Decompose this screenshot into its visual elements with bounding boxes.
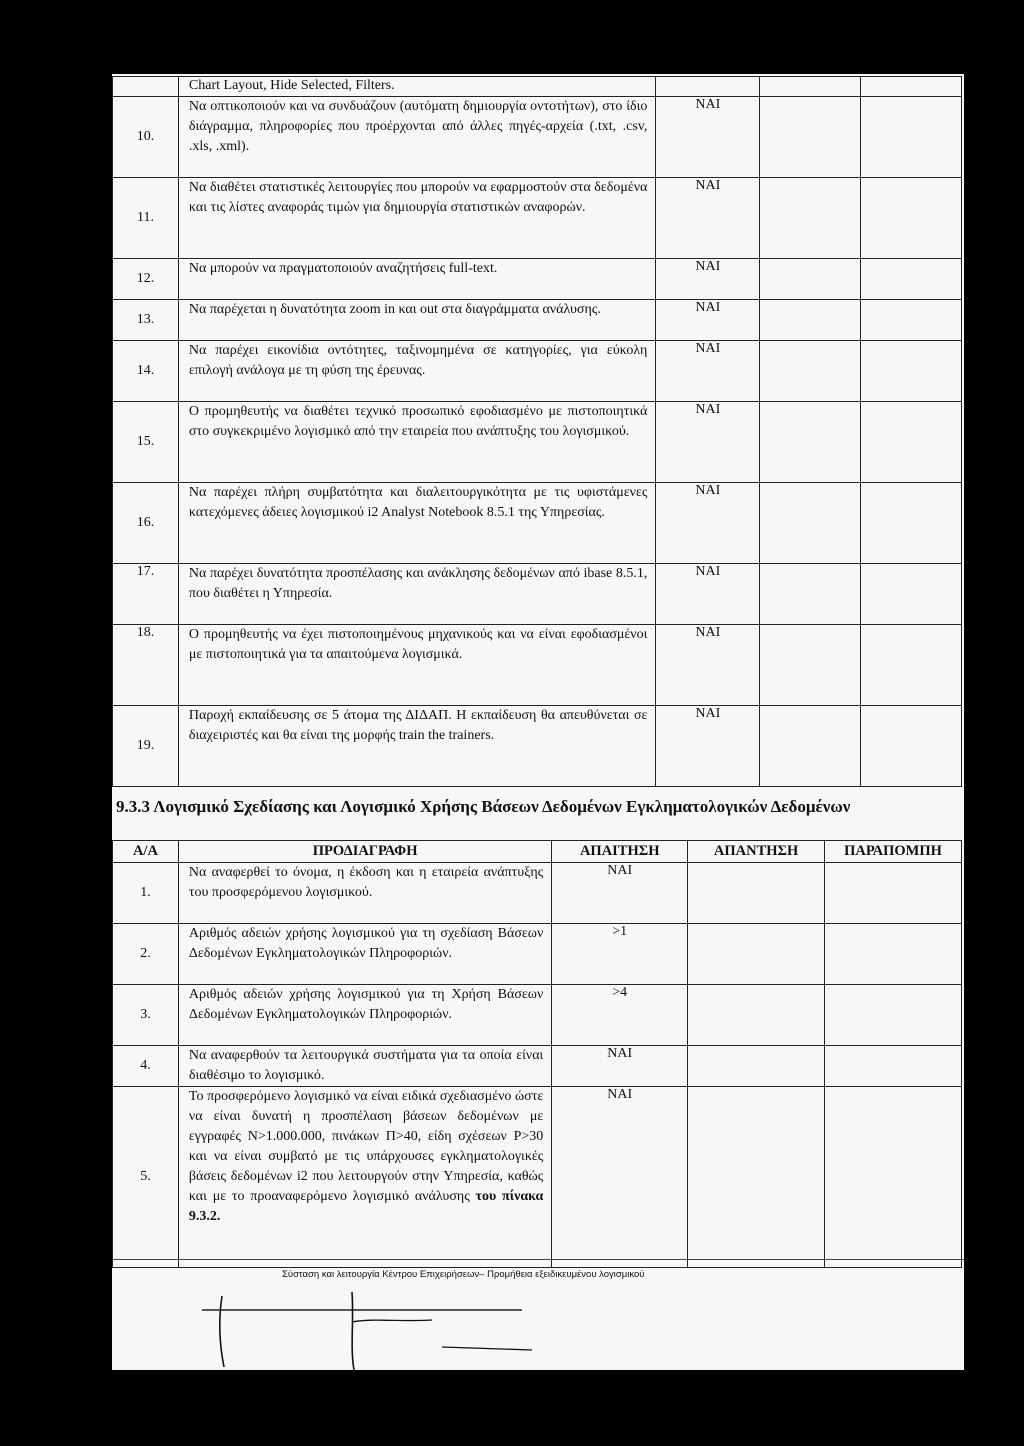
footer-divider (112, 1259, 964, 1260)
handwritten-signature (202, 1292, 582, 1372)
section-heading: 9.3.3 Λογισμικό Σχεδίασης και Λογισμικό Χρήσης Βάσεων Δεδομένων Εγκληματολογικών Δεδομένων (116, 797, 851, 816)
document-page (112, 74, 964, 1370)
header-specification: ΠΡΟΔΙΑΓΡΑΦΗ (178, 841, 551, 863)
table-row: 11. Να διαθέτει στατιστικές λειτουργίες που μπορούν να εφαρμοστούν στα δεδομένα και τις λίστες αναφοράς τιμών για δημιουργία στατιστικών αναφορών. ΝΑΙ (113, 178, 962, 259)
table-row: 19. Παροχή εκπαίδευσης σε 5 άτομα της ΔΙΔΑΠ. Η εκπαίδευση θα απευθύνεται σε διαχειριστές και θα είναι της μορφής train the trainers. ΝΑΙ (113, 706, 962, 787)
table-row: 10. Να οπτικοποιούν και να συνδυάζουν (αυτόματη δημιουργία οντοτήτων), στο ίδιο διάγραμμα, πληροφορίες που προέρχονται από άλλες πηγές-αρχεία (.txt, .csv, .xls, .xml). ΝΑΙ (113, 97, 962, 178)
table-row: 4. Να αναφερθούν τα λειτουργικά συστήματα για τα οποία είναι διαθέσιμο το λογισμικό. ΝΑΙ (113, 1046, 962, 1087)
header-requirement: ΑΠΑΙΤΗΣΗ (552, 841, 688, 863)
table-row: 16. Να παρέχει πλήρη συμβατότητα και διαλειτουργικότητα με τις υφιστάμενες κατεχόμενες άδειες λογισμικού i2 Analyst Notebook 8.5.1 της Υπηρεσίας. ΝΑΙ (113, 483, 962, 564)
table-row: 12. Να μπορούν να πραγματοποιούν αναζητήσεις full-text. ΝΑΙ (113, 259, 962, 300)
table-row: 2. Αριθμός αδειών χρήσης λογισμικού για τη σχεδίαση Βάσεων Δεδομένων Εγκληματολογικών Πληροφοριών. >1 (113, 924, 962, 985)
requirements-table-933 (112, 840, 962, 1268)
table-row: 1. Να αναφερθεί το όνομα, η έκδοση και η εταιρεία ανάπτυξης του προσφερόμενου λογισμικού. ΝΑΙ (113, 863, 962, 924)
header-aa: Α/Α (113, 841, 179, 863)
table-row: 5. Το προσφερόμενο λογισμικό να είναι ειδικά σχεδιασμένο ώστε να είναι δυνατή η προσπέλαση βάσεων δεδομένων με εγγραφές Ν>1.000.000, πινάκων Π>40, είδη σχέσεων Ρ>30 και να είναι συμβατό με τις υπάρχουσες εγκληματολογικές βάσεις δεδομένων i2 που λειτουργούν στην Υπηρεσία, καθώς και με το προαναφερόμενο λογισμικό ανάλυσης του πίνακα 9.3.2. ΝΑΙ (113, 1087, 962, 1268)
table-row: 17. Να παρέχει δυνατότητα προσπέλασης και ανάκλησης δεδομένων από ibase 8.5.1, που διαθέτει η Υπηρεσία. ΝΑΙ (113, 564, 962, 625)
requirements-table-continued (112, 76, 962, 787)
table-row: 13. Να παρέχεται η δυνατότητα zoom in και out στα διαγράμματα ανάλυσης. ΝΑΙ (113, 300, 962, 341)
table-row: 14. Να παρέχει εικονίδια οντότητες, ταξινομημένα σε κατηγορίες, για εύκολη επιλογή ανάλογα με τη φύση της έρευνας. ΝΑΙ (113, 341, 962, 402)
table-row: 15. Ο προμηθευτής να διαθέτει τεχνικό προσωπικό εφοδιασμένο με πιστοποιητικά στο συγκεκριμένο λογισμικό από την εταιρεία που ανάπτυξης του λογισμικού. ΝΑΙ (113, 402, 962, 483)
page-footer: Σύσταση και λειτουργία Κέντρου Επιχειρήσεων– Προμήθεια εξειδικευμένου λογισμικού (282, 1269, 645, 1280)
table-row: Chart Layout, Hide Selected, Filters. (113, 77, 962, 97)
header-reference: ΠΑΡΑΠΟΜΠΗ (825, 841, 962, 863)
header-answer: ΑΠΑΝΤΗΣΗ (688, 841, 825, 863)
table-row: 3. Αριθμός αδειών χρήσης λογισμικού για τη Χρήση Βάσεων Δεδομένων Εγκληματολογικών Πληροφοριών. >4 (113, 985, 962, 1046)
table-row: 18. Ο προμηθευτής να έχει πιστοποιημένους μηχανικούς και να είναι εφοδιασμένοι με πιστοποιητικά για τα απαιτούμενα λογισμικά. ΝΑΙ (113, 625, 962, 706)
table-header-row (113, 841, 962, 863)
